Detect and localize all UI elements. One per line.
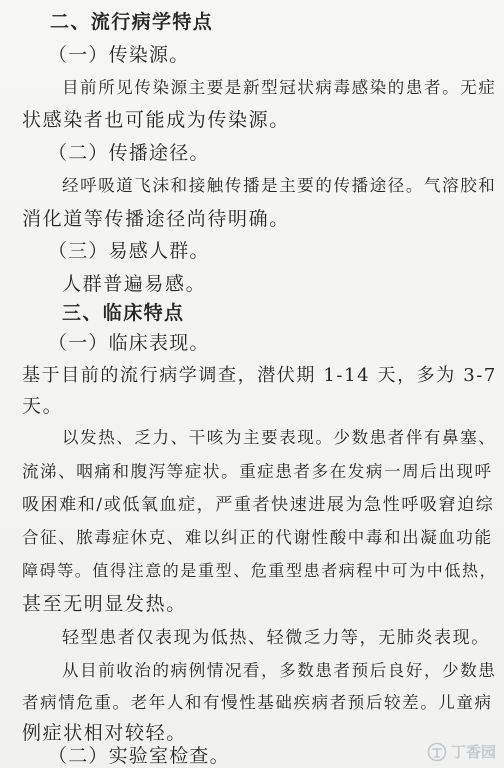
dxy-logo-icon	[427, 742, 447, 762]
paragraph-line: 从目前收治的病例情况看，多数患者预后良好，少数患	[62, 661, 497, 680]
paragraph-line: 消化道等传播途径尚待明确。	[22, 208, 290, 230]
section-heading-clinical: 三、临床特点	[62, 302, 185, 324]
paragraph-line: 天。	[22, 395, 64, 417]
paragraph-line: 轻型患者仅表现为低热、轻微乏力等，无肺炎表现。	[62, 628, 490, 648]
subheading-susceptible: （三）易感人群。	[48, 240, 210, 262]
paragraph-line: 者病情危重。老年人和有慢性基础疾病者预后较差。儿童病	[22, 693, 493, 712]
paragraph-line: 经呼吸道飞沫和接触传播是主要的传播途径。气溶胶和	[62, 176, 497, 195]
paragraph-line: 合征、脓毒症休克、难以纠正的代谢性酸中毒和出凝血功能	[22, 528, 493, 547]
subheading-transmission: （二）传播途径。	[48, 142, 210, 164]
watermark-logo	[427, 741, 496, 762]
subheading-clinical-manifestation: （一）临床表现。	[48, 332, 210, 354]
paragraph-line: 吸困难和/或低氧血症，严重者快速进展为急性呼吸窘迫综	[22, 495, 495, 515]
subheading-lab-tests: （二）实验室检查。	[48, 745, 230, 767]
paragraph-line: 基于目前的流行病学调查，潜伏期 1-14 天，多为 3-7	[22, 365, 497, 386]
paragraph-line: 人群普遍易感。	[62, 273, 207, 295]
subheading-infection-source: （一）传染源。	[48, 44, 190, 66]
paragraph-line: 以发热、乏力、干咳为主要表现。少数患者伴有鼻塞、	[62, 428, 497, 447]
paragraph-line: 甚至无明显发热。	[22, 593, 187, 615]
paragraph-line: 目前所见传染源主要是新型冠状病毒感染的患者。无症	[62, 78, 497, 97]
watermark-text: 丁香园	[450, 743, 496, 761]
paragraph-line: 流涕、咽痛和腹泻等症状。重症患者多在发病一周后出现呼	[22, 462, 493, 481]
paragraph-line: 障碍等。值得注意的是重型、危重型患者病程中可为中低热，	[22, 561, 498, 580]
paragraph-line: 例症状相对较轻。	[22, 722, 187, 744]
section-heading-epidemiology: 二、流行病学特点	[50, 11, 214, 33]
paragraph-line: 状感染者也可能成为传染源。	[22, 109, 290, 131]
